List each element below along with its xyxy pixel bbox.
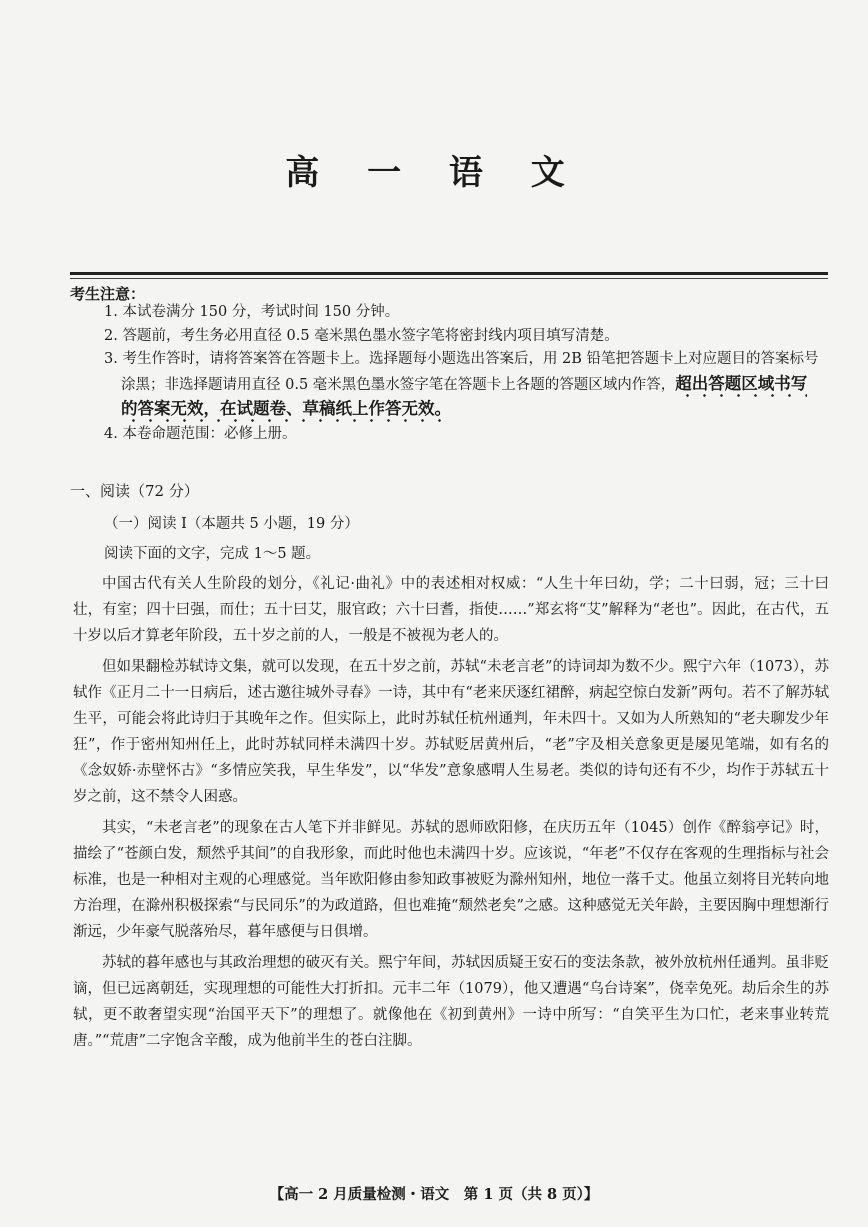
notice-item-2: 2. 答题前，考生务必用直径 0.5 毫米黑色墨水签字笔将密封线内项目填写清楚。 (104, 327, 619, 344)
passage-paragraph-4: 苏轼的暮年感也与其政治理想的破灭有关。熙宁年间，苏轼因质疑王安石的变法条款，被外放杭州任通判。虽非贬谪，但已远离朝廷，实现理想的可能性大打折扣。元丰二年（1079），他又遭遇“乌台诗案”，侥幸免死。劫后余生的苏轼，更不敢奢望实现“治国平天下”的理想了。就像他在《初到黄州》一诗中所写：“自笑平生为口忙，老来事业转荒唐。”“荒唐”二字饱含辛酸，成为他前半生的苍白注脚。 (73, 955, 829, 1049)
notice-item-4: 4. 本卷命题范围：必修上册。 (104, 425, 297, 442)
passage-paragraph-1: 中国古代有关人生阶段的划分，《礼记·曲礼》中的表述相对权威：“人生十年曰幼，学；二十曰弱，冠；三十曰壮，有室；四十曰强，而仕；五十曰艾，服官政；六十曰耆，指使……”郑玄将“艾”解释为“老也”。因此，在古代，五十岁以后才算老年阶段，五十岁之前的人，一般是不被视为老人的。 (73, 576, 829, 644)
notice-item-3-line3 (104, 397, 830, 423)
page-footer: 【高一 2 月质量检测・语文 第 1 页（共 8 页）】 (269, 1186, 599, 1203)
reading-passage (73, 571, 829, 1059)
notice-item-1: 1. 本试卷满分 150 分，考试时间 150 分钟。 (104, 304, 400, 320)
header-rule-thin (70, 278, 828, 279)
notice-emphasis-b: 的答案无效，在试题卷、草稿纸上作答无效。 (121, 399, 451, 423)
passage-paragraph-3: 其实，“未老言老”的现象在古人笔下并非鲜见。苏轼的恩师欧阳修，在庆历五年（1045）创作《醉翁亭记》时，描绘了“苍颜白发，颓然乎其间”的自我形象，而此时他也未满四十岁。应该说，“年老”不仅存在客观的生理指标与社会标准，也是一种相对主观的心理感觉。当年欧阳修由参知政事被贬为滁州知州，地位一落千丈。他虽立刻将目光转向地方治理，在滁州积极探索“与民同乐”的为政道路，但也难掩“颓然老矣”之感。这种感觉无关年龄，主要因胸中理想渐行渐远，少年豪气脱落殆尽，暮年感便与日俱增。 (73, 820, 829, 940)
notice-item-3-line2: 涂黑；非选择题请用直径 0.5 毫米黑色墨水签字笔在答题卡上各题的答题区域内作答， (121, 376, 676, 393)
passage-paragraph-2: 但如果翻检苏轼诗文集，就可以发现，在五十岁之前，苏轼“未老言老”的诗词却为数不少。熙宁六年（1073），苏轼作《正月二十一日病后，述古邀往城外寻春》一诗，其中有“老来厌逐红裙醉，病起空惊白发新”两句。若不了解苏轼生平，可能会将此诗归于其晚年之作。但实际上，此时苏轼任杭州通判，年未四十。又如为人所熟知的“老夫聊发少年狂”，作于密州知州任上，此时苏轼同样未满四十岁。苏轼贬居黄州后，“老”字及相关意象更是屡见笔端，如有名的《念奴娇·赤壁怀古》“多情应笑我，早生华发”，以“华发”意象感喟人生易老。类似的诗句还有不少，均作于苏轼五十岁之前，这不禁令人困惑。 (73, 659, 829, 805)
notice-emphasis-a: 超出答题区域书写 (675, 374, 807, 398)
subsection-heading: （一）阅读 I（本题共 5 小题，19 分） (104, 516, 359, 532)
notice-item-3: 3. 考生作答时，请将答案答在答题卡上。选择题每小题选出答案后，用 2B 铅笔把答题卡上对应题目的答案标号 (104, 351, 819, 367)
reading-instruction: 阅读下面的文字，完成 1～5 题。 (104, 546, 321, 562)
page-title: 高 一 语 文 (285, 153, 583, 193)
header-rule-thick (70, 272, 828, 275)
notice-item-3-continued (104, 372, 830, 398)
notice-heading: 考生注意： (70, 285, 146, 303)
notice-list (104, 301, 830, 446)
section-heading: 一、阅读（72 分） (70, 482, 199, 500)
